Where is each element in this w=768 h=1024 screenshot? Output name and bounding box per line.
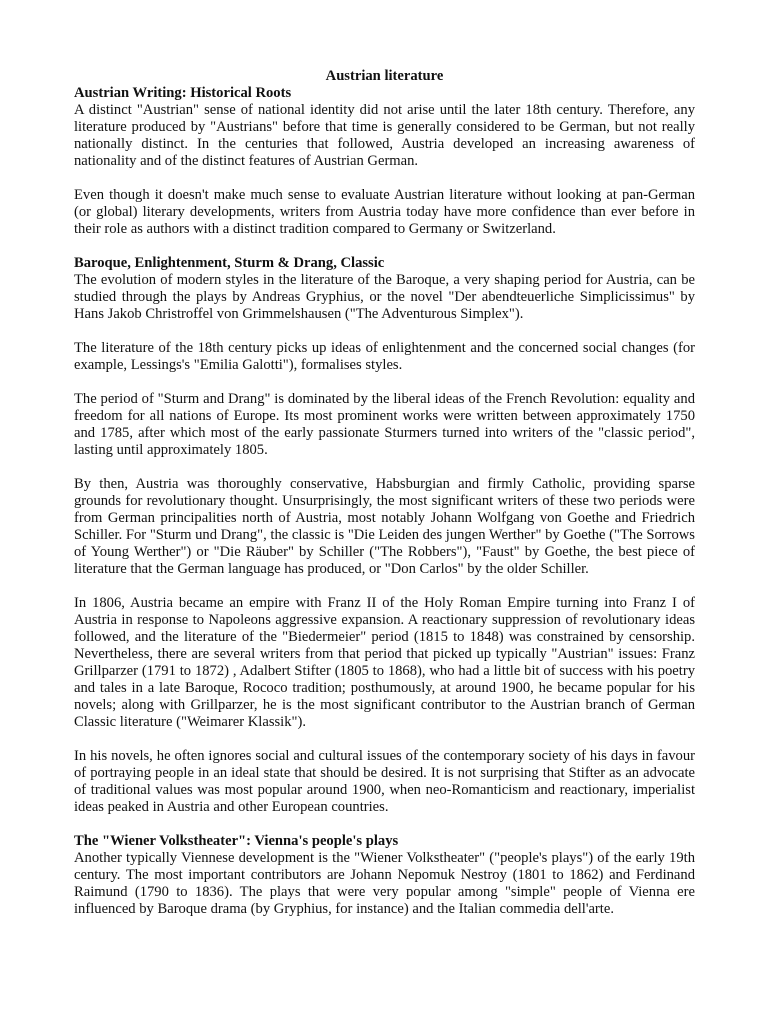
paragraph: By then, Austria was thoroughly conservative, Habsburgian and firmly Catholic, providing sparse grounds for revolutionary thought. Unsurprisingly, the most significant writers of these two periods were from German principalities north of Austria, most notably Johann Wolfgang von Goethe and Friedrich Schiller. For "Sturm und Drang", the classic is "Die Leiden des jungen Werther" by Goethe ("The Sorrows of Young Werther") or "Die Räuber" by Schiller ("The Robbers"), "Faust" by Goethe, the best piece of literature that the German language has produced, or "Don Carlos" by the older Schiller. xyxy=(74,476,695,577)
paragraph: The literature of the 18th century picks up ideas of enlightenment and the concerned social changes (for example, Lessings's "Emilia Galotti"), formalises styles. xyxy=(74,340,695,373)
paragraph: A distinct "Austrian" sense of national identity did not arise until the later 18th century. Therefore, any literature produced by "Austrians" before that time is generally considered to be German, but not really nationally distinct. In the centuries that followed, Austria developed an increasing awareness of nationality and of the distinct features of Austrian German. xyxy=(74,102,695,169)
paragraph-gap xyxy=(74,374,695,391)
paragraph: The period of "Sturm and Drang" is dominated by the liberal ideas of the French Revolution: equality and freedom for all nations of Europe. Its most prominent works were written between approximately 1750 and 1785, after which most of the early passionate Sturmers turned into writers of the "classic period", lasting until approximately 1805. xyxy=(74,391,695,458)
paragraph-gap xyxy=(74,170,695,187)
paragraph-gap xyxy=(74,578,695,595)
paragraph: Even though it doesn't make much sense to evaluate Austrian literature without looking at pan-German (or global) literary developments, writers from Austria today have more confidence than ever before in their role as authors with a distinct tradition compared to Germany or Switzerland. xyxy=(74,187,695,237)
paragraph-gap xyxy=(74,459,695,476)
document-title: Austrian literature xyxy=(325,68,444,84)
section-heading-baroque: Baroque, Enlightenment, Sturm & Drang, Classic xyxy=(74,255,385,271)
paragraph-gap xyxy=(74,731,695,748)
paragraph: In 1806, Austria became an empire with Franz II of the Holy Roman Empire turning into Franz I of Austria in response to Napoleons aggressive expansion. A reactionary suppression of revolutionary ideas followed, and the literature of the "Biedermeier" period (1815 to 1848) was constrained by censorship. Nevertheless, there are several writers from that period that picked up typically "Austrian" issues: Franz Grillparzer (1791 to 1872) , Adalbert Stifter (1805 to 1868), who had a little bit of success with his poetry and tales in a late Baroque, Rococo tradition; posthumously, at around 1900, he became popular for his novels; along with Grillparzer, he is the most significant contributor to the Austrian branch of German Classic literature ("Weimarer Klassik"). xyxy=(74,595,695,730)
paragraph-gap xyxy=(74,816,695,833)
paragraph: Another typically Viennese development is the "Wiener Volkstheater" ("people's plays") of the early 19th century. The most important contributors are Johann Nepomuk Nestroy (1801 to 1862) and Ferdinand Raimund (1790 to 1836). The plays that were very popular among "simple" people of Vienna ere influenced by Baroque drama (by Gryphius, for instance) and the Italian commedia dell'arte. xyxy=(74,850,695,917)
section-heading-historical-roots: Austrian Writing: Historical Roots xyxy=(74,85,292,101)
paragraph: In his novels, he often ignores social and cultural issues of the contemporary society of his days in favour of portraying people in an ideal state that should be desired. It is not surprising that Stifter as an advocate of traditional values was most popular around 1900, when neo-Romanticism and reactionary, imperialist ideas peaked in Austria and other European countries. xyxy=(74,748,695,815)
section-heading-wiener-volkstheater: The "Wiener Volkstheater": Vienna's people's plays xyxy=(74,833,399,849)
paragraph: The evolution of modern styles in the literature of the Baroque, a very shaping period for Austria, can be studied through the plays by Andreas Gryphius, or the novel "Der abendteuerliche Simplicissimus" by Hans Jakob Christroffel von Grimmelshausen ("The Adventurous Simplex"). xyxy=(74,272,695,322)
document-page xyxy=(74,68,695,918)
paragraph-gap xyxy=(74,323,695,340)
paragraph-gap xyxy=(74,238,695,255)
